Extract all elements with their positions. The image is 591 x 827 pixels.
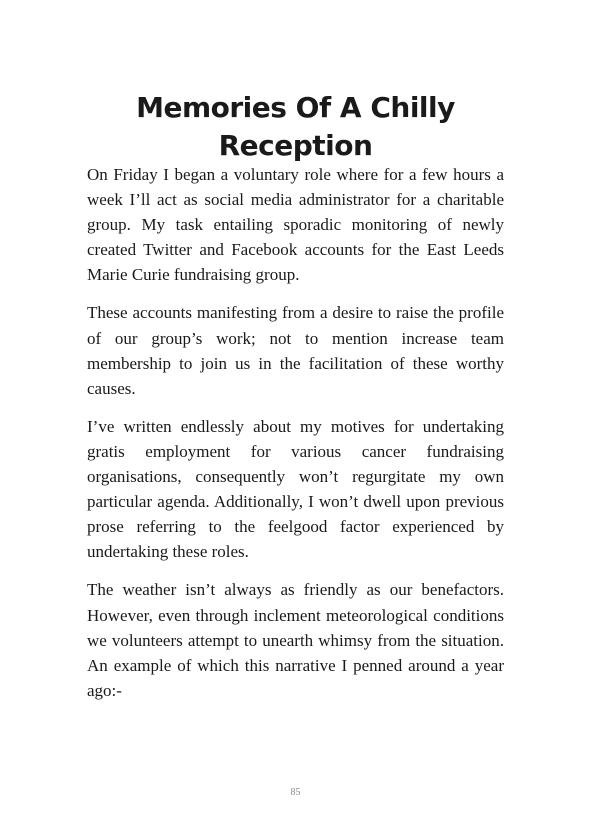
paragraph-2: These accounts manifesting from a desire to raise the profile of our group’s work; not to mention increase team membership to join us in the facilitation of these worthy causes. [87,303,504,398]
title-line-1: Memories Of A Chilly [136,90,455,124]
paragraph-1: On Friday I began a voluntary role where for a few hours a week I’ll act as social media administrator for a charitable group. My task entailing sporadic monitoring of newly created Twitter and Facebook accounts for the East Leeds Marie Curie fundraising group. [87,165,504,285]
page-title [0,89,591,165]
title-line-2: Reception [218,128,373,162]
page-number: 85 [290,787,301,798]
paragraph-3: I’ve written endlessly about my motives for undertaking gratis employment for various cancer fundraising organisations, consequently won’t regurgitate my own particular agenda. Additionally, I won’t dwell upon previous prose referring to the feelgood factor experienced by undertaking these roles. [87,416,504,562]
paragraph-4: The weather isn’t always as friendly as our benefactors. However, even through inclement meteorological conditions we volunteers attempt to unearth whimsy from the situation. An example of which this narrative I penned around a year ago:- [87,580,504,700]
body-text [87,162,504,716]
